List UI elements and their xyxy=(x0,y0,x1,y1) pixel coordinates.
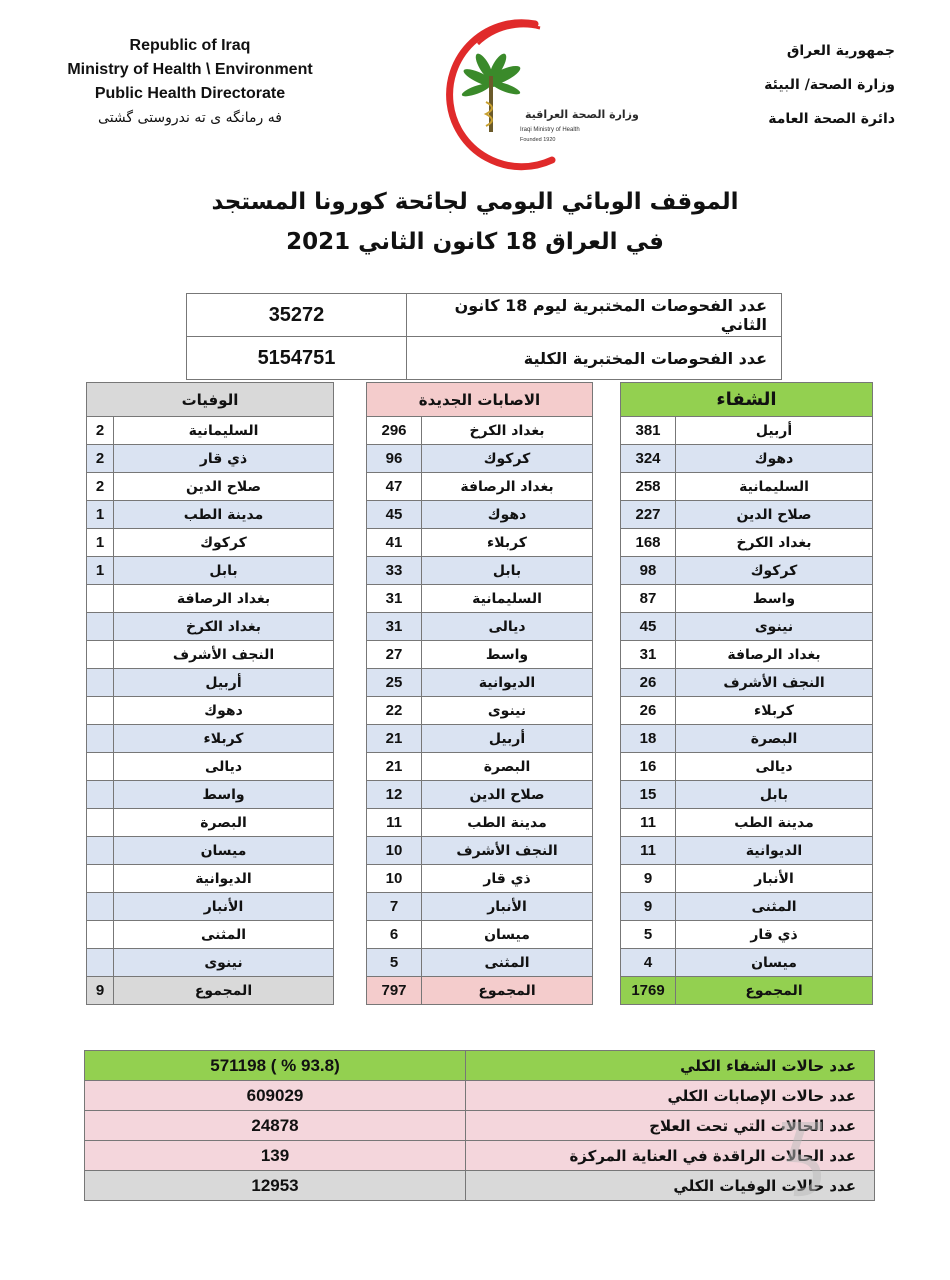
new-cases-row-value: 21 xyxy=(367,753,422,781)
logo-english-text: Iraqi Ministry of Health xyxy=(520,127,580,133)
summary-row xyxy=(85,1051,875,1081)
recovered-row xyxy=(621,669,873,697)
summary-row xyxy=(85,1171,875,1201)
new-cases-row-name: نينوى xyxy=(422,697,593,725)
deaths-table xyxy=(86,382,334,1005)
ministry-logo xyxy=(440,14,639,164)
summary-value: 24878 xyxy=(85,1111,466,1141)
deaths-row-name: ذي قار xyxy=(114,445,334,473)
recovered-row-name: دهوك xyxy=(676,445,873,473)
total-tests-value: 5154751 xyxy=(187,337,407,380)
new-cases-row-value: 5 xyxy=(367,949,422,977)
summary-value: 609029 xyxy=(85,1081,466,1111)
deaths-row-name: البصرة xyxy=(114,809,334,837)
new-cases-row-value: 47 xyxy=(367,473,422,501)
header-kurdish-line: فه رمانگه ی ته ندروستی گشتی xyxy=(98,110,282,126)
new-cases-row xyxy=(367,809,593,837)
new-cases-row-name: الديوانية xyxy=(422,669,593,697)
new-cases-row-name: ديالى xyxy=(422,613,593,641)
new-cases-header: الاصابات الجديدة xyxy=(367,383,593,417)
deaths-row xyxy=(87,697,334,725)
new-cases-row-name: النجف الأشرف xyxy=(422,837,593,865)
new-cases-row xyxy=(367,837,593,865)
recovered-row-name: المثنى xyxy=(676,893,873,921)
new-cases-row xyxy=(367,473,593,501)
recovered-total-value: 1769 xyxy=(621,977,676,1005)
deaths-row xyxy=(87,865,334,893)
deaths-header: الوفيات xyxy=(87,383,334,417)
recovered-row-value: 227 xyxy=(621,501,676,529)
deaths-row-value: 2 xyxy=(87,417,114,445)
summary-value: 12953 xyxy=(85,1171,466,1201)
recovered-row xyxy=(621,893,873,921)
recovered-row xyxy=(621,697,873,725)
recovered-row-value: 11 xyxy=(621,837,676,865)
recovered-row-name: السليمانية xyxy=(676,473,873,501)
deaths-row xyxy=(87,921,334,949)
totals-summary-table xyxy=(84,1050,875,1201)
deaths-row-value: 1 xyxy=(87,529,114,557)
recovered-row xyxy=(621,781,873,809)
new-cases-row-value: 6 xyxy=(367,921,422,949)
deaths-row xyxy=(87,473,334,501)
recovered-row xyxy=(621,613,873,641)
header-english xyxy=(40,34,340,130)
deaths-row-value xyxy=(87,921,114,949)
deaths-row xyxy=(87,445,334,473)
recovered-table xyxy=(620,382,873,1005)
new-cases-row-value: 27 xyxy=(367,641,422,669)
title-line2: في العراق 18 كانون الثاني 2021 xyxy=(286,229,664,255)
deaths-row xyxy=(87,893,334,921)
deaths-row-value xyxy=(87,949,114,977)
recovered-row xyxy=(621,529,873,557)
deaths-total-label: المجموع xyxy=(114,977,334,1005)
new-cases-row-name: السليمانية xyxy=(422,585,593,613)
recovered-row-value: 15 xyxy=(621,781,676,809)
deaths-row-name: السليمانية xyxy=(114,417,334,445)
new-cases-row xyxy=(367,753,593,781)
summary-row xyxy=(85,1141,875,1171)
new-cases-row-value: 21 xyxy=(367,725,422,753)
header-en-line2: Ministry of Health \ Environment xyxy=(67,61,313,78)
new-cases-row xyxy=(367,781,593,809)
header-ar-line3: دائرة الصحة العامة xyxy=(768,111,895,127)
recovered-row-name: الديوانية xyxy=(676,837,873,865)
deaths-row-value: 1 xyxy=(87,501,114,529)
new-cases-row-value: 11 xyxy=(367,809,422,837)
new-cases-row-name: واسط xyxy=(422,641,593,669)
deaths-row xyxy=(87,725,334,753)
header-ar-line2: وزارة الصحة/ البيئة xyxy=(764,77,895,93)
deaths-row-value: 1 xyxy=(87,557,114,585)
new-cases-row-value: 41 xyxy=(367,529,422,557)
new-cases-row-name: بابل xyxy=(422,557,593,585)
new-cases-row-name: بغداد الرصافة xyxy=(422,473,593,501)
deaths-row xyxy=(87,837,334,865)
recovered-row-value: 31 xyxy=(621,641,676,669)
new-cases-row-name: ذي قار xyxy=(422,865,593,893)
summary-label: عدد الحالات التي تحت العلاج xyxy=(466,1111,875,1141)
recovered-row-value: 324 xyxy=(621,445,676,473)
new-cases-row xyxy=(367,725,593,753)
watermark-logo xyxy=(772,1118,832,1198)
deaths-row-name: واسط xyxy=(114,781,334,809)
deaths-row xyxy=(87,641,334,669)
new-cases-row-value: 31 xyxy=(367,613,422,641)
header-ar-line1: جمهورية العراق xyxy=(786,43,895,59)
recovered-row-name: الأنبار xyxy=(676,865,873,893)
recovered-row-value: 87 xyxy=(621,585,676,613)
new-cases-row xyxy=(367,921,593,949)
new-cases-row-value: 22 xyxy=(367,697,422,725)
recovered-row-value: 26 xyxy=(621,697,676,725)
summary-row xyxy=(85,1081,875,1111)
deaths-row-name: كركوك xyxy=(114,529,334,557)
deaths-row-value xyxy=(87,753,114,781)
summary-label: عدد حالات الإصابات الكلي xyxy=(466,1081,875,1111)
new-cases-row-value: 25 xyxy=(367,669,422,697)
recovered-row-name: ديالى xyxy=(676,753,873,781)
new-cases-row xyxy=(367,585,593,613)
new-cases-row-value: 10 xyxy=(367,865,422,893)
recovered-row-value: 9 xyxy=(621,893,676,921)
recovered-row-name: صلاح الدين xyxy=(676,501,873,529)
summary-label: عدد حالات الشفاء الكلي xyxy=(466,1051,875,1081)
new-cases-row xyxy=(367,501,593,529)
recovered-row-value: 381 xyxy=(621,417,676,445)
deaths-row-value xyxy=(87,669,114,697)
deaths-row xyxy=(87,669,334,697)
deaths-row-name: المثنى xyxy=(114,921,334,949)
deaths-row xyxy=(87,809,334,837)
recovered-row-value: 18 xyxy=(621,725,676,753)
deaths-row-value: 2 xyxy=(87,445,114,473)
recovered-row-name: ذي قار xyxy=(676,921,873,949)
total-tests-label: عدد الفحوصات المختبرية الكلية xyxy=(407,337,782,380)
title-line1: الموقف الوبائي اليومي لجائحة كورونا المستجد xyxy=(211,189,739,215)
deaths-row-name: كربلاء xyxy=(114,725,334,753)
new-cases-row xyxy=(367,865,593,893)
deaths-row-name: الديوانية xyxy=(114,865,334,893)
summary-label: عدد الحالات الراقدة في العناية المركزة xyxy=(466,1141,875,1171)
new-cases-row-value: 12 xyxy=(367,781,422,809)
recovered-row-name: البصرة xyxy=(676,725,873,753)
recovered-row xyxy=(621,585,873,613)
recovered-header-row xyxy=(621,383,873,417)
deaths-row xyxy=(87,753,334,781)
recovered-row-name: مدينة الطب xyxy=(676,809,873,837)
header-en-line1: Republic of Iraq xyxy=(129,37,251,54)
recovered-header: الشفاء xyxy=(621,383,873,417)
recovered-row-name: كركوك xyxy=(676,557,873,585)
deaths-row-name: بابل xyxy=(114,557,334,585)
recovered-row-name: النجف الأشرف xyxy=(676,669,873,697)
header-en-line3: Public Health Directorate xyxy=(94,85,286,102)
recovered-row-name: أربيل xyxy=(676,417,873,445)
deaths-row-value xyxy=(87,697,114,725)
recovered-row xyxy=(621,837,873,865)
deaths-row xyxy=(87,613,334,641)
deaths-row-value xyxy=(87,613,114,641)
deaths-total-value: 9 xyxy=(87,977,114,1005)
summary-label: عدد حالات الوفيات الكلي xyxy=(466,1171,875,1201)
new-cases-row-name: مدينة الطب xyxy=(422,809,593,837)
recovered-row-name: نينوى xyxy=(676,613,873,641)
deaths-row-name: ميسان xyxy=(114,837,334,865)
recovered-total-label: المجموع xyxy=(676,977,873,1005)
deaths-row-value xyxy=(87,893,114,921)
recovered-row-value: 5 xyxy=(621,921,676,949)
new-cases-total-label: المجموع xyxy=(422,977,593,1005)
recovered-row xyxy=(621,445,873,473)
recovered-row-value: 11 xyxy=(621,809,676,837)
new-cases-row xyxy=(367,557,593,585)
deaths-row-name: ديالى xyxy=(114,753,334,781)
recovered-row-name: كربلاء xyxy=(676,697,873,725)
recovered-row xyxy=(621,865,873,893)
recovered-row-value: 98 xyxy=(621,557,676,585)
recovered-row xyxy=(621,809,873,837)
deaths-row-name: مدينة الطب xyxy=(114,501,334,529)
deaths-row-name: صلاح الدين xyxy=(114,473,334,501)
new-cases-row xyxy=(367,697,593,725)
deaths-row xyxy=(87,557,334,585)
new-cases-row-name: أربيل xyxy=(422,725,593,753)
recovered-row xyxy=(621,921,873,949)
new-cases-total-value: 797 xyxy=(367,977,422,1005)
deaths-row-name: نينوى xyxy=(114,949,334,977)
deaths-row-value xyxy=(87,585,114,613)
recovered-row xyxy=(621,501,873,529)
new-cases-row xyxy=(367,893,593,921)
recovered-row xyxy=(621,473,873,501)
recovered-row-value: 45 xyxy=(621,613,676,641)
new-cases-row-name: ميسان xyxy=(422,921,593,949)
new-cases-header-row xyxy=(367,383,593,417)
new-cases-row-value: 33 xyxy=(367,557,422,585)
new-cases-row xyxy=(367,445,593,473)
new-cases-row-name: الأنبار xyxy=(422,893,593,921)
deaths-row-value xyxy=(87,809,114,837)
deaths-row xyxy=(87,781,334,809)
new-cases-table xyxy=(366,382,593,1005)
recovered-row-name: ميسان xyxy=(676,949,873,977)
daily-tests-value: 35272 xyxy=(187,294,407,337)
deaths-row xyxy=(87,949,334,977)
new-cases-row xyxy=(367,949,593,977)
logo-founded-text: Founded 1920 xyxy=(520,137,556,143)
new-cases-row-name: كركوك xyxy=(422,445,593,473)
new-cases-row-name: بغداد الكرخ xyxy=(422,417,593,445)
summary-row xyxy=(85,1111,875,1141)
recovered-row-value: 26 xyxy=(621,669,676,697)
deaths-row-name: دهوك xyxy=(114,697,334,725)
deaths-row-value xyxy=(87,837,114,865)
new-cases-row-name: كربلاء xyxy=(422,529,593,557)
new-cases-row-value: 45 xyxy=(367,501,422,529)
lab-tests-table xyxy=(186,293,782,380)
deaths-row-name: بغداد الرصافة xyxy=(114,585,334,613)
total-tests-row xyxy=(187,337,782,380)
daily-tests-label: عدد الفحوصات المختبرية ليوم 18 كانون الثاني xyxy=(407,294,782,337)
new-cases-row-name: دهوك xyxy=(422,501,593,529)
new-cases-row xyxy=(367,641,593,669)
new-cases-row-value: 10 xyxy=(367,837,422,865)
new-cases-row-value: 7 xyxy=(367,893,422,921)
recovered-row-value: 9 xyxy=(621,865,676,893)
recovered-row-value: 168 xyxy=(621,529,676,557)
deaths-row-name: النجف الأشرف xyxy=(114,641,334,669)
summary-value: 139 xyxy=(85,1141,466,1171)
deaths-total-row xyxy=(87,977,334,1005)
recovered-row xyxy=(621,641,873,669)
logo-arabic-text: وزارة الصحة العراقية xyxy=(525,108,639,121)
deaths-row-name: الأنبار xyxy=(114,893,334,921)
recovered-row-value: 258 xyxy=(621,473,676,501)
summary-value: 571198 ( % 93.8) xyxy=(85,1051,466,1081)
report-title xyxy=(0,182,950,262)
new-cases-row-name: المثنى xyxy=(422,949,593,977)
recovered-row xyxy=(621,753,873,781)
recovered-row-name: بغداد الرصافة xyxy=(676,641,873,669)
deaths-row-name: بغداد الكرخ xyxy=(114,613,334,641)
new-cases-row xyxy=(367,669,593,697)
deaths-row xyxy=(87,501,334,529)
deaths-row-value xyxy=(87,781,114,809)
deaths-row-value xyxy=(87,865,114,893)
deaths-row-value xyxy=(87,641,114,669)
recovered-row xyxy=(621,557,873,585)
deaths-header-row xyxy=(87,383,334,417)
recovered-row xyxy=(621,949,873,977)
recovered-row xyxy=(621,725,873,753)
new-cases-row-name: صلاح الدين xyxy=(422,781,593,809)
deaths-row xyxy=(87,417,334,445)
recovered-row-name: بابل xyxy=(676,781,873,809)
deaths-row-value xyxy=(87,725,114,753)
new-cases-row-name: البصرة xyxy=(422,753,593,781)
deaths-row xyxy=(87,529,334,557)
new-cases-row xyxy=(367,529,593,557)
recovered-row-value: 16 xyxy=(621,753,676,781)
new-cases-row-value: 31 xyxy=(367,585,422,613)
recovered-row-value: 4 xyxy=(621,949,676,977)
new-cases-row xyxy=(367,417,593,445)
new-cases-row-value: 296 xyxy=(367,417,422,445)
recovered-total-row xyxy=(621,977,873,1005)
header-arabic xyxy=(695,34,895,136)
deaths-row-name: أربيل xyxy=(114,669,334,697)
new-cases-row-value: 96 xyxy=(367,445,422,473)
deaths-row-value: 2 xyxy=(87,473,114,501)
recovered-row-name: بغداد الكرخ xyxy=(676,529,873,557)
daily-tests-row xyxy=(187,294,782,337)
recovered-row xyxy=(621,417,873,445)
deaths-row xyxy=(87,585,334,613)
new-cases-total-row xyxy=(367,977,593,1005)
new-cases-row xyxy=(367,613,593,641)
recovered-row-name: واسط xyxy=(676,585,873,613)
